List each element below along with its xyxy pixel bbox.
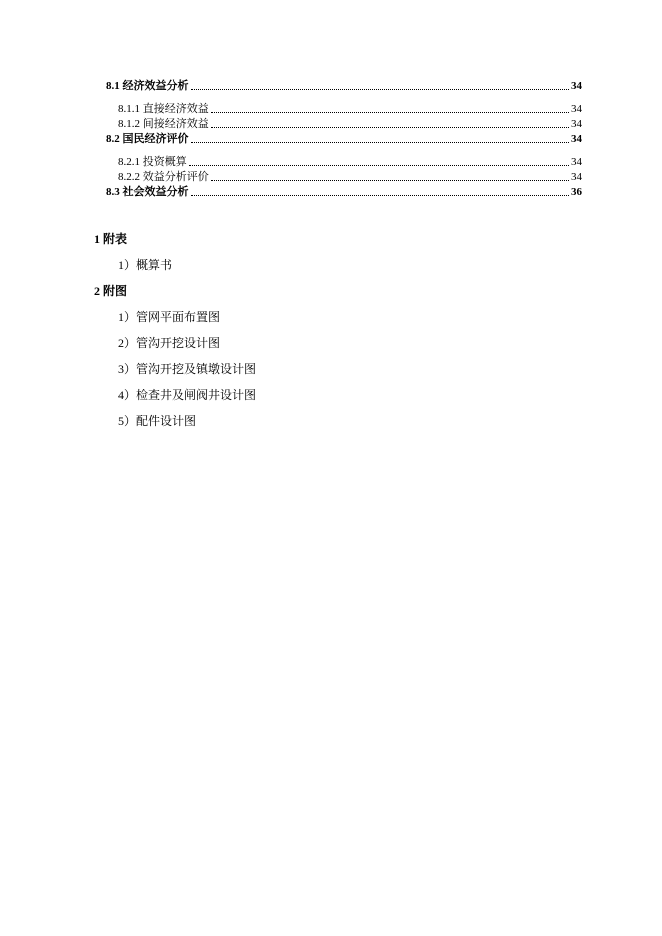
toc-entry-8-2-1[interactable] [118, 156, 582, 169]
toc-page-number: 34 [571, 156, 582, 168]
toc-entry-label: 8.2.1 投资概算 [118, 156, 187, 168]
toc-entry-label: 8.3 社会效益分析 [106, 186, 189, 198]
toc-leader-dots [191, 195, 570, 196]
toc-entry-label: 8.1.1 直接经济效益 [118, 103, 209, 115]
toc-entry-label: 8.1.2 间接经济效益 [118, 118, 209, 130]
toc-page-number: 34 [571, 118, 582, 130]
toc-entry-label: 8.2 国民经济评价 [106, 133, 189, 145]
toc-leader-dots [189, 165, 569, 166]
toc-leader-dots [211, 112, 569, 113]
toc-page-number: 36 [571, 186, 582, 198]
appendix-drawing-item: 5）配件设计图 [118, 414, 197, 428]
toc-page-number: 34 [571, 80, 582, 92]
toc-leader-dots [211, 127, 569, 128]
appendix-drawings-heading: 2 附图 [94, 284, 128, 298]
appendix-drawing-item: 3）管沟开挖及镇墩设计图 [118, 362, 257, 376]
toc-entry-8-3[interactable] [106, 186, 582, 199]
appendix-tables-heading: 1 附表 [94, 232, 128, 246]
appendix-drawing-item: 2）管沟开挖设计图 [118, 336, 221, 350]
toc-entry-label: 8.1 经济效益分析 [106, 80, 189, 92]
appendix-drawing-item: 4）检查井及闸阀井设计图 [118, 388, 257, 402]
toc-entry-8-2[interactable] [106, 133, 582, 146]
toc-entry-label: 8.2.2 效益分析评价 [118, 171, 209, 183]
toc-page-number: 34 [571, 171, 582, 183]
toc-page-number: 34 [571, 103, 582, 115]
appendix-table-item: 1）概算书 [118, 258, 173, 272]
toc-entry-8-1-1[interactable] [118, 103, 582, 116]
toc-leader-dots [191, 142, 570, 143]
appendix-drawing-item: 1）管网平面布置图 [118, 310, 221, 324]
toc-leader-dots [211, 180, 569, 181]
toc-entry-8-1[interactable] [106, 80, 582, 93]
toc-entry-8-2-2[interactable] [118, 171, 582, 184]
toc-leader-dots [191, 89, 570, 90]
toc-entry-8-1-2[interactable] [118, 118, 582, 131]
toc-page-number: 34 [571, 133, 582, 145]
